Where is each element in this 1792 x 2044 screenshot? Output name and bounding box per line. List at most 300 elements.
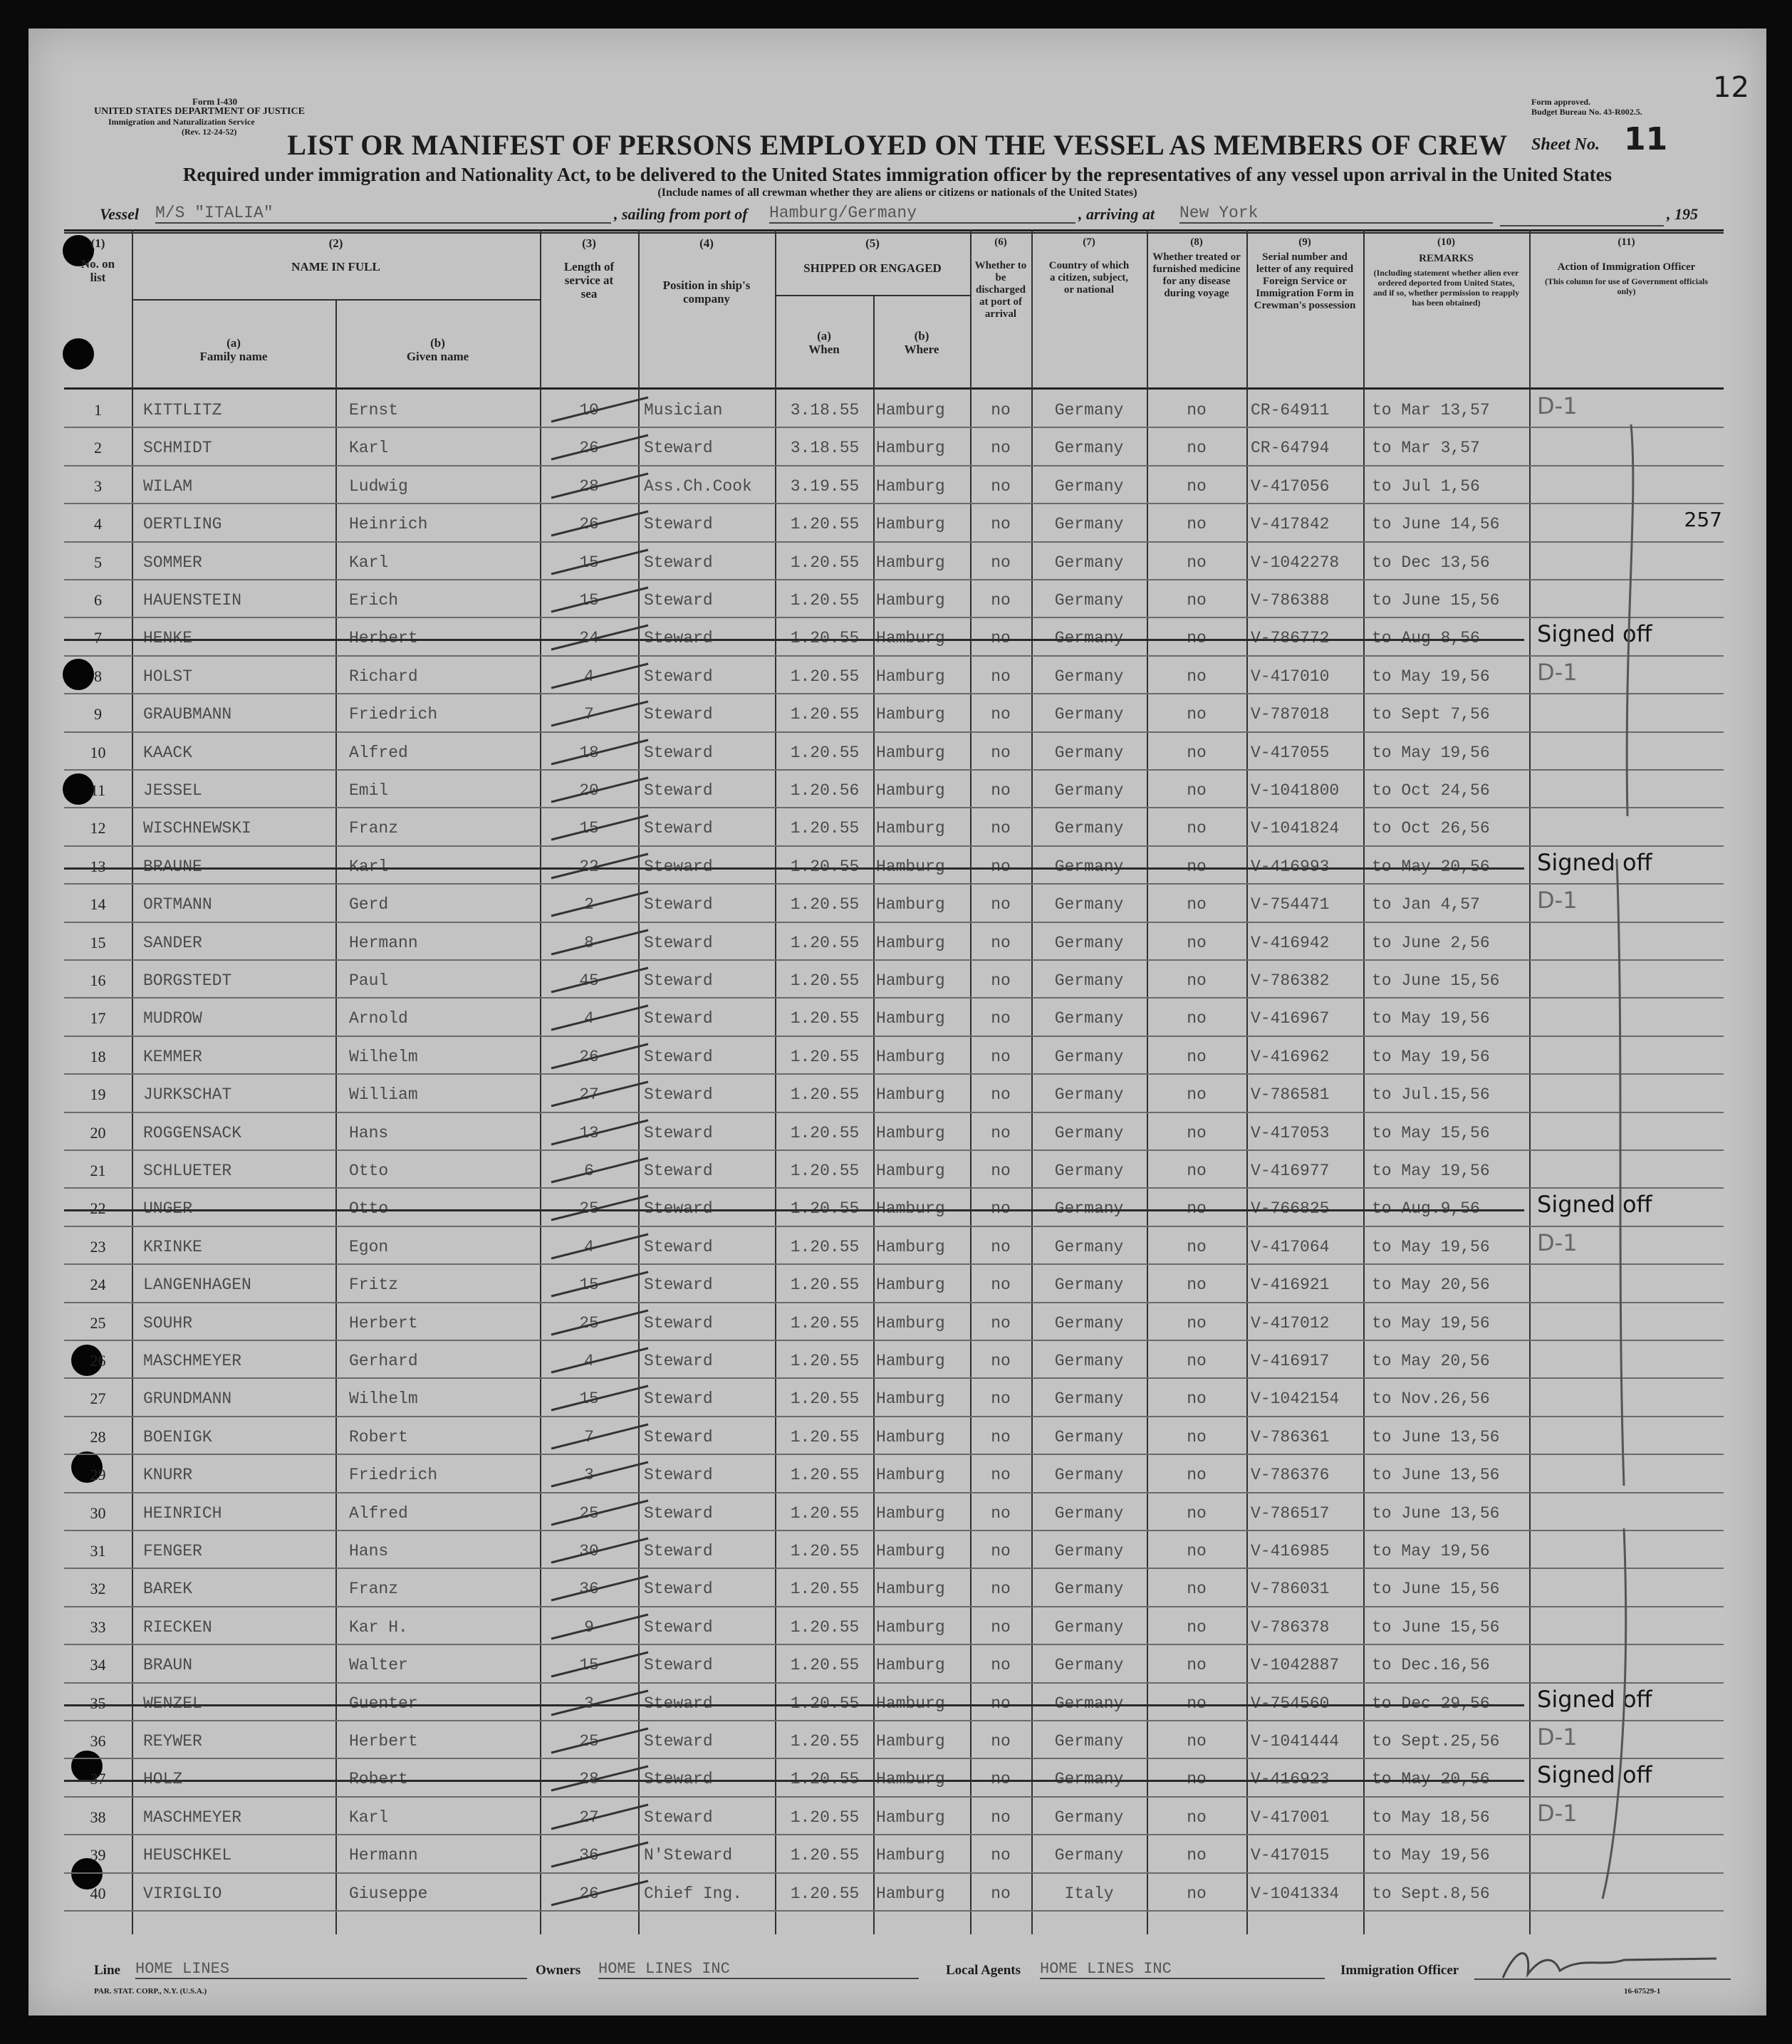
cell-given: Hermann bbox=[349, 1846, 418, 1865]
cell-family: HOLZ bbox=[143, 1770, 183, 1789]
cell-service: 3 bbox=[584, 1694, 594, 1713]
vessel-name: M/S "ITALIA" bbox=[155, 204, 611, 224]
cell-discharged: no bbox=[991, 1276, 1011, 1295]
cell-country: Germany bbox=[1054, 515, 1124, 534]
cell-family: KITTLITZ bbox=[143, 401, 222, 419]
cell-action: D-1 bbox=[1537, 887, 1578, 914]
cell-remarks: to Jul.15,56 bbox=[1372, 1085, 1490, 1105]
pencil-check-mark bbox=[548, 1382, 655, 1414]
pencil-check-mark bbox=[548, 1306, 655, 1339]
cell-country: Germany bbox=[1054, 1352, 1124, 1370]
cell-when: 1.20.55 bbox=[790, 857, 860, 876]
cell-discharged: no bbox=[991, 1542, 1011, 1560]
cell-where: Hamburg bbox=[876, 1352, 945, 1370]
cell-where: Hamburg bbox=[876, 1009, 945, 1028]
cell-service: 4 bbox=[584, 667, 594, 686]
cell-country: Germany bbox=[1054, 857, 1124, 876]
cell-when: 1.20.55 bbox=[790, 1808, 860, 1827]
cell-given: Robert bbox=[349, 1770, 408, 1789]
cell-serial: V-417012 bbox=[1251, 1313, 1330, 1333]
cell-given: Robert bbox=[349, 1427, 408, 1446]
table-row bbox=[64, 1492, 1724, 1530]
pencil-check-mark bbox=[548, 621, 655, 654]
arriving-label: , arriving at bbox=[1078, 205, 1155, 223]
cell-remarks: to May 20,56 bbox=[1372, 1352, 1490, 1370]
col7-head: (7) Country of which a citizen, subject, or national bbox=[1048, 236, 1130, 296]
owners-value: HOME LINES INC bbox=[598, 1960, 919, 1979]
cell-country: Germany bbox=[1054, 591, 1124, 610]
cell-remarks: to May 20,56 bbox=[1372, 857, 1490, 876]
cell-given: Herbert bbox=[349, 629, 418, 648]
line-label: Line bbox=[94, 1963, 120, 1978]
cell-serial: V-786378 bbox=[1251, 1617, 1330, 1637]
col2a-head: (a) Family name bbox=[199, 336, 268, 363]
cell-no: 11 bbox=[90, 781, 106, 799]
cell-position: Steward bbox=[644, 933, 713, 952]
cell-given: Heinrich bbox=[349, 515, 428, 534]
cell-country: Germany bbox=[1054, 1770, 1124, 1789]
cell-country: Germany bbox=[1054, 1009, 1124, 1028]
cell-where: Hamburg bbox=[876, 667, 945, 686]
table-row bbox=[64, 1340, 1724, 1377]
cell-where: Hamburg bbox=[876, 1313, 945, 1333]
cell-where: Hamburg bbox=[876, 1694, 945, 1713]
pencil-check-mark bbox=[548, 850, 655, 882]
cell-position: Steward bbox=[644, 1542, 713, 1560]
cell-when: 1.20.55 bbox=[790, 1162, 860, 1180]
cell-service: 4 bbox=[584, 1009, 594, 1028]
cell-remarks: to May 20,56 bbox=[1372, 1276, 1490, 1295]
cell-country: Germany bbox=[1054, 439, 1124, 458]
col5a-head: (a) When bbox=[808, 329, 840, 356]
cell-country: Germany bbox=[1054, 1808, 1124, 1827]
cell-country: Germany bbox=[1054, 1047, 1124, 1066]
cell-medicine: no bbox=[1187, 1580, 1207, 1599]
cell-when: 1.20.55 bbox=[790, 1237, 860, 1256]
cell-country: Germany bbox=[1054, 933, 1124, 952]
subtitle: Required under immigration and Nationality Act, to be delivered to the United States immigration officer by the representatives of any vessel upon arrival in the United States bbox=[182, 164, 1613, 185]
cell-position: Steward bbox=[644, 1808, 713, 1827]
pencil-check-mark bbox=[548, 1877, 655, 1909]
cell-where: Hamburg bbox=[876, 971, 945, 990]
cell-country: Germany bbox=[1054, 895, 1124, 914]
cell-discharged: no bbox=[991, 1352, 1011, 1370]
cell-no: 27 bbox=[90, 1389, 106, 1408]
cell-family: KNURR bbox=[143, 1466, 193, 1485]
cell-where: Hamburg bbox=[876, 1389, 945, 1409]
pencil-check-mark bbox=[548, 1268, 655, 1300]
cell-serial: V-417015 bbox=[1251, 1846, 1330, 1865]
cell-when: 1.20.55 bbox=[790, 1466, 860, 1485]
cell-no: 22 bbox=[90, 1199, 106, 1218]
pencil-check-mark bbox=[548, 546, 655, 578]
cell-when: 1.20.55 bbox=[790, 1352, 860, 1370]
cell-country: Germany bbox=[1054, 1694, 1124, 1713]
cell-no: 6 bbox=[94, 591, 102, 609]
cell-when: 1.20.55 bbox=[790, 1542, 860, 1560]
table-row bbox=[64, 503, 1724, 541]
pencil-check-mark bbox=[548, 1420, 655, 1453]
cell-no: 3 bbox=[94, 476, 102, 495]
cell-discharged: no bbox=[991, 1389, 1011, 1409]
cell-given: Egon bbox=[349, 1237, 389, 1256]
cell-where: Hamburg bbox=[876, 895, 945, 914]
cell-position: N'Steward bbox=[644, 1846, 733, 1865]
cell-action: 257 bbox=[1684, 508, 1722, 532]
cell-given: Hermann bbox=[349, 933, 418, 952]
cell-country: Germany bbox=[1054, 1237, 1124, 1256]
cell-medicine: no bbox=[1187, 1123, 1207, 1142]
cell-country: Germany bbox=[1054, 1617, 1124, 1637]
cell-when: 1.20.55 bbox=[790, 1085, 860, 1105]
cell-family: HEINRICH bbox=[143, 1503, 222, 1523]
strike-through-line bbox=[64, 867, 1524, 870]
cell-remarks: to Sept.8,56 bbox=[1372, 1884, 1490, 1903]
cell-when: 1.20.55 bbox=[790, 1656, 860, 1675]
cell-where: Hamburg bbox=[876, 1162, 945, 1180]
cell-service: 26 bbox=[579, 515, 599, 534]
cell-medicine: no bbox=[1187, 401, 1207, 419]
cell-no: 35 bbox=[90, 1694, 106, 1712]
cell-medicine: no bbox=[1187, 743, 1207, 762]
cell-service: 25 bbox=[579, 1732, 599, 1751]
table-row bbox=[64, 541, 1724, 579]
col5-head: (5) SHIPPED OR ENGAGED bbox=[803, 236, 942, 275]
cell-discharged: no bbox=[991, 933, 1011, 952]
cell-family: FENGER bbox=[143, 1542, 202, 1560]
agents-value: HOME LINES INC bbox=[1040, 1960, 1325, 1979]
cell-where: Hamburg bbox=[876, 515, 945, 534]
cell-medicine: no bbox=[1187, 1503, 1207, 1523]
cell-discharged: no bbox=[991, 1237, 1011, 1256]
cell-no: 16 bbox=[90, 971, 106, 989]
cell-when: 1.20.55 bbox=[790, 743, 860, 762]
cell-serial: V-416917 bbox=[1251, 1352, 1330, 1370]
table-row bbox=[64, 427, 1724, 464]
line-value: HOME LINES bbox=[135, 1960, 527, 1979]
table-row bbox=[64, 845, 1724, 883]
cell-where: Hamburg bbox=[876, 1617, 945, 1637]
cell-given: Herbert bbox=[349, 1732, 418, 1751]
pencil-check-mark bbox=[548, 1001, 655, 1034]
cell-serial: V-416942 bbox=[1251, 933, 1330, 952]
cell-no: 26 bbox=[90, 1352, 106, 1370]
cell-discharged: no bbox=[991, 667, 1011, 686]
pencil-check-mark bbox=[548, 1116, 655, 1149]
cell-where: Hamburg bbox=[876, 1427, 945, 1446]
cell-country: Germany bbox=[1054, 743, 1124, 762]
cell-country: Germany bbox=[1054, 971, 1124, 990]
cell-remarks: to May 20,56 bbox=[1372, 1770, 1490, 1789]
cell-no: 7 bbox=[94, 629, 102, 647]
cell-given: Franz bbox=[349, 819, 399, 838]
cell-serial: V-417056 bbox=[1251, 476, 1330, 496]
cell-discharged: no bbox=[991, 1770, 1011, 1789]
cell-service: 18 bbox=[579, 743, 599, 762]
cell-remarks: to May 19,56 bbox=[1372, 1009, 1490, 1028]
cell-discharged: no bbox=[991, 781, 1011, 800]
cell-serial: V-1041800 bbox=[1251, 781, 1340, 800]
table-row bbox=[64, 1036, 1724, 1073]
cell-where: Hamburg bbox=[876, 401, 945, 419]
cell-remarks: to May 19,56 bbox=[1372, 1237, 1490, 1256]
table-row bbox=[64, 389, 1724, 427]
cell-remarks: to Dec.16,56 bbox=[1372, 1656, 1490, 1675]
cell-action: D-1 bbox=[1537, 1229, 1578, 1256]
cell-position: Steward bbox=[644, 1617, 713, 1637]
cell-remarks: to June 13,56 bbox=[1372, 1466, 1500, 1485]
cell-remarks: to Mar 3,57 bbox=[1372, 439, 1480, 458]
cell-given: Karl bbox=[349, 857, 389, 876]
cell-medicine: no bbox=[1187, 1656, 1207, 1675]
pencil-check-mark bbox=[548, 659, 655, 692]
cell-serial: V-786388 bbox=[1251, 591, 1330, 610]
cell-remarks: to Dec 29,56 bbox=[1372, 1694, 1490, 1713]
cell-medicine: no bbox=[1187, 1846, 1207, 1865]
cell-remarks: to Jul 1,56 bbox=[1372, 476, 1480, 496]
col10-head: (10) REMARKS (Including statement whether alien ever ordered deported from United States, and if so, whether permission to reapply has been obtained) bbox=[1372, 236, 1520, 308]
cell-service: 28 bbox=[579, 1770, 599, 1789]
cell-medicine: no bbox=[1187, 1009, 1207, 1028]
cell-no: 12 bbox=[90, 819, 106, 838]
cell-medicine: no bbox=[1187, 1352, 1207, 1370]
cell-service: 8 bbox=[584, 933, 594, 952]
cell-position: Steward bbox=[644, 1009, 713, 1028]
cell-action: D-1 bbox=[1537, 658, 1578, 686]
cell-position: Steward bbox=[644, 857, 713, 876]
cell-service: 22 bbox=[579, 857, 599, 876]
col8-head: (8) Whether treated or furnished medicine for any disease during voyage bbox=[1152, 236, 1241, 299]
cell-discharged: no bbox=[991, 1466, 1011, 1485]
cell-remarks: to May 19,56 bbox=[1372, 1313, 1490, 1333]
cell-discharged: no bbox=[991, 743, 1011, 762]
cell-serial: V-766825 bbox=[1251, 1199, 1330, 1219]
cell-when: 1.20.55 bbox=[790, 1123, 860, 1142]
table-row bbox=[64, 1149, 1724, 1187]
table-row bbox=[64, 1682, 1724, 1720]
cell-service: 7 bbox=[584, 1427, 594, 1446]
strike-through-line bbox=[64, 1780, 1524, 1782]
cell-position: Steward bbox=[644, 743, 713, 762]
cell-given: Arnold bbox=[349, 1009, 408, 1028]
cell-where: Hamburg bbox=[876, 439, 945, 458]
cell-position: Steward bbox=[644, 971, 713, 990]
cell-discharged: no bbox=[991, 1123, 1011, 1142]
cell-action: Signed off bbox=[1537, 620, 1652, 648]
cell-discharged: no bbox=[991, 439, 1011, 458]
cell-country: Germany bbox=[1054, 1656, 1124, 1675]
cell-position: Steward bbox=[644, 1694, 713, 1713]
pencil-check-mark bbox=[548, 1648, 655, 1681]
cell-remarks: to June 15,56 bbox=[1372, 971, 1500, 990]
cell-remarks: to June 13,56 bbox=[1372, 1427, 1500, 1446]
cell-serial: V-1042278 bbox=[1251, 553, 1340, 572]
cell-when: 1.20.55 bbox=[790, 1199, 860, 1219]
cell-position: Steward bbox=[644, 1503, 713, 1523]
cell-serial: V-416993 bbox=[1251, 857, 1330, 876]
cell-no: 14 bbox=[90, 895, 106, 914]
cell-discharged: no bbox=[991, 1846, 1011, 1865]
table-row bbox=[64, 1377, 1724, 1415]
pencil-check-mark bbox=[548, 1610, 655, 1643]
cell-medicine: no bbox=[1187, 439, 1207, 458]
table-row bbox=[64, 1796, 1724, 1834]
pencil-check-mark bbox=[548, 1458, 655, 1491]
cell-remarks: to June 2,56 bbox=[1372, 933, 1490, 952]
cell-service: 30 bbox=[579, 1542, 599, 1560]
cell-where: Hamburg bbox=[876, 1466, 945, 1485]
cell-when: 1.20.55 bbox=[790, 1770, 860, 1789]
cell-country: Germany bbox=[1054, 1313, 1124, 1333]
cell-remarks: to June 15,56 bbox=[1372, 1617, 1500, 1637]
cell-position: Steward bbox=[644, 1466, 713, 1485]
table-row bbox=[64, 1720, 1724, 1758]
vessel-line bbox=[100, 204, 1724, 228]
cell-given: William bbox=[349, 1085, 418, 1105]
cell-medicine: no bbox=[1187, 1466, 1207, 1485]
table-row bbox=[64, 579, 1724, 617]
cell-when: 1.20.55 bbox=[790, 819, 860, 838]
cell-service: 27 bbox=[579, 1808, 599, 1827]
cell-service: 26 bbox=[579, 439, 599, 458]
pencil-check-mark bbox=[548, 1496, 655, 1529]
cell-remarks: to June 15,56 bbox=[1372, 1580, 1500, 1599]
cell-country: Germany bbox=[1054, 1732, 1124, 1751]
cell-remarks: to Oct 24,56 bbox=[1372, 781, 1490, 800]
manifest-sheet bbox=[28, 28, 1766, 2016]
cell-remarks: to Mar 13,57 bbox=[1372, 401, 1490, 419]
table-row bbox=[64, 1263, 1724, 1301]
cell-medicine: no bbox=[1187, 705, 1207, 724]
cell-medicine: no bbox=[1187, 857, 1207, 876]
cell-given: Hans bbox=[349, 1542, 389, 1560]
cell-no: 4 bbox=[94, 515, 102, 533]
table-row bbox=[64, 883, 1724, 921]
crew-rows bbox=[64, 389, 1724, 1910]
cell-given: Giuseppe bbox=[349, 1884, 428, 1903]
cell-where: Hamburg bbox=[876, 1276, 945, 1295]
cell-serial: V-416921 bbox=[1251, 1276, 1330, 1295]
cell-where: Hamburg bbox=[876, 1770, 945, 1789]
cell-discharged: no bbox=[991, 1085, 1011, 1105]
cell-serial: CR-64794 bbox=[1251, 439, 1330, 458]
cell-family: UNGER bbox=[143, 1199, 193, 1219]
cell-service: 27 bbox=[579, 1085, 599, 1105]
cell-position: Steward bbox=[644, 1656, 713, 1675]
col2-head: (2) NAME IN FULL bbox=[291, 236, 380, 273]
cell-discharged: no bbox=[991, 857, 1011, 876]
cell-serial: V-786031 bbox=[1251, 1580, 1330, 1599]
cell-service: 10 bbox=[579, 401, 599, 419]
cell-medicine: no bbox=[1187, 667, 1207, 686]
cell-where: Hamburg bbox=[876, 476, 945, 496]
cell-medicine: no bbox=[1187, 1808, 1207, 1827]
table-row bbox=[64, 1454, 1724, 1491]
cell-when: 1.20.55 bbox=[790, 895, 860, 914]
cell-when: 1.20.56 bbox=[790, 781, 860, 800]
cell-position: Steward bbox=[644, 667, 713, 686]
table-row bbox=[64, 1834, 1724, 1872]
cell-where: Hamburg bbox=[876, 705, 945, 724]
cell-serial: V-416977 bbox=[1251, 1162, 1330, 1180]
cell-discharged: no bbox=[991, 1580, 1011, 1599]
departure-port: Hamburg/Germany bbox=[769, 204, 1075, 224]
cell-service: 3 bbox=[584, 1466, 594, 1485]
cell-given: Walter bbox=[349, 1656, 408, 1675]
cell-given: Erich bbox=[349, 591, 399, 610]
cell-when: 1.20.55 bbox=[790, 553, 860, 572]
date-blank bbox=[1500, 204, 1664, 226]
pencil-check-mark bbox=[548, 926, 655, 959]
agents-label: Local Agents bbox=[946, 1963, 1021, 1978]
cell-family: WISCHNEWSKI bbox=[143, 819, 251, 838]
cell-given: Wilhelm bbox=[349, 1389, 418, 1409]
cell-serial: V-417001 bbox=[1251, 1808, 1330, 1827]
cell-medicine: no bbox=[1187, 1162, 1207, 1180]
cell-country: Germany bbox=[1054, 1466, 1124, 1485]
pencil-check-mark bbox=[548, 1078, 655, 1110]
cell-serial: V-416962 bbox=[1251, 1047, 1330, 1066]
cell-given: Gerhard bbox=[349, 1352, 418, 1370]
cell-given: Fritz bbox=[349, 1276, 399, 1295]
cell-service: 9 bbox=[584, 1617, 594, 1637]
pencil-check-mark bbox=[548, 1192, 655, 1224]
table-row bbox=[64, 1416, 1724, 1454]
cell-where: Hamburg bbox=[876, 1237, 945, 1256]
cell-service: 15 bbox=[579, 1276, 599, 1295]
cell-position: Steward bbox=[644, 819, 713, 838]
cell-medicine: no bbox=[1187, 1276, 1207, 1295]
cell-where: Hamburg bbox=[876, 1580, 945, 1599]
vessel-label: Vessel bbox=[100, 205, 139, 223]
cell-family: KEMMER bbox=[143, 1047, 202, 1066]
cell-when: 1.20.55 bbox=[790, 1503, 860, 1523]
pencil-check-mark bbox=[548, 1344, 655, 1377]
cell-serial: V-417064 bbox=[1251, 1237, 1330, 1256]
cell-family: SANDER bbox=[143, 933, 202, 952]
cell-no: 18 bbox=[90, 1047, 106, 1065]
cell-given: Otto bbox=[349, 1162, 389, 1180]
cell-given: Friedrich bbox=[349, 705, 438, 724]
pencil-check-mark bbox=[548, 1724, 655, 1757]
cell-when: 3.18.55 bbox=[790, 401, 860, 419]
cell-where: Hamburg bbox=[876, 1503, 945, 1523]
cell-position: Steward bbox=[644, 515, 713, 534]
cell-serial: V-417842 bbox=[1251, 515, 1330, 534]
cell-where: Hamburg bbox=[876, 1123, 945, 1142]
cell-discharged: no bbox=[991, 1808, 1011, 1827]
cell-service: 15 bbox=[579, 1656, 599, 1675]
cell-discharged: no bbox=[991, 1047, 1011, 1066]
cell-family: GRAUBMANN bbox=[143, 705, 232, 724]
pencil-check-mark bbox=[548, 1534, 655, 1567]
cell-service: 6 bbox=[584, 1162, 594, 1180]
subtitle-note: (Include names of all crewman whether they are aliens or citizens or nationals of the United States) bbox=[657, 187, 1137, 199]
cell-action: Signed off bbox=[1537, 1685, 1652, 1713]
cell-discharged: no bbox=[991, 1694, 1011, 1713]
cell-country: Germany bbox=[1054, 553, 1124, 572]
pencil-bracket-line bbox=[1574, 417, 1660, 1913]
cell-discharged: no bbox=[991, 553, 1011, 572]
sailing-label: , sailing from port of bbox=[614, 205, 748, 223]
cell-when: 1.20.55 bbox=[790, 1047, 860, 1066]
cell-family: ROGGENSACK bbox=[143, 1123, 242, 1142]
cell-medicine: no bbox=[1187, 1427, 1207, 1446]
cell-service: 25 bbox=[579, 1503, 599, 1523]
table-row bbox=[64, 807, 1724, 845]
table-row bbox=[64, 769, 1724, 807]
cell-service: 26 bbox=[579, 1884, 599, 1903]
